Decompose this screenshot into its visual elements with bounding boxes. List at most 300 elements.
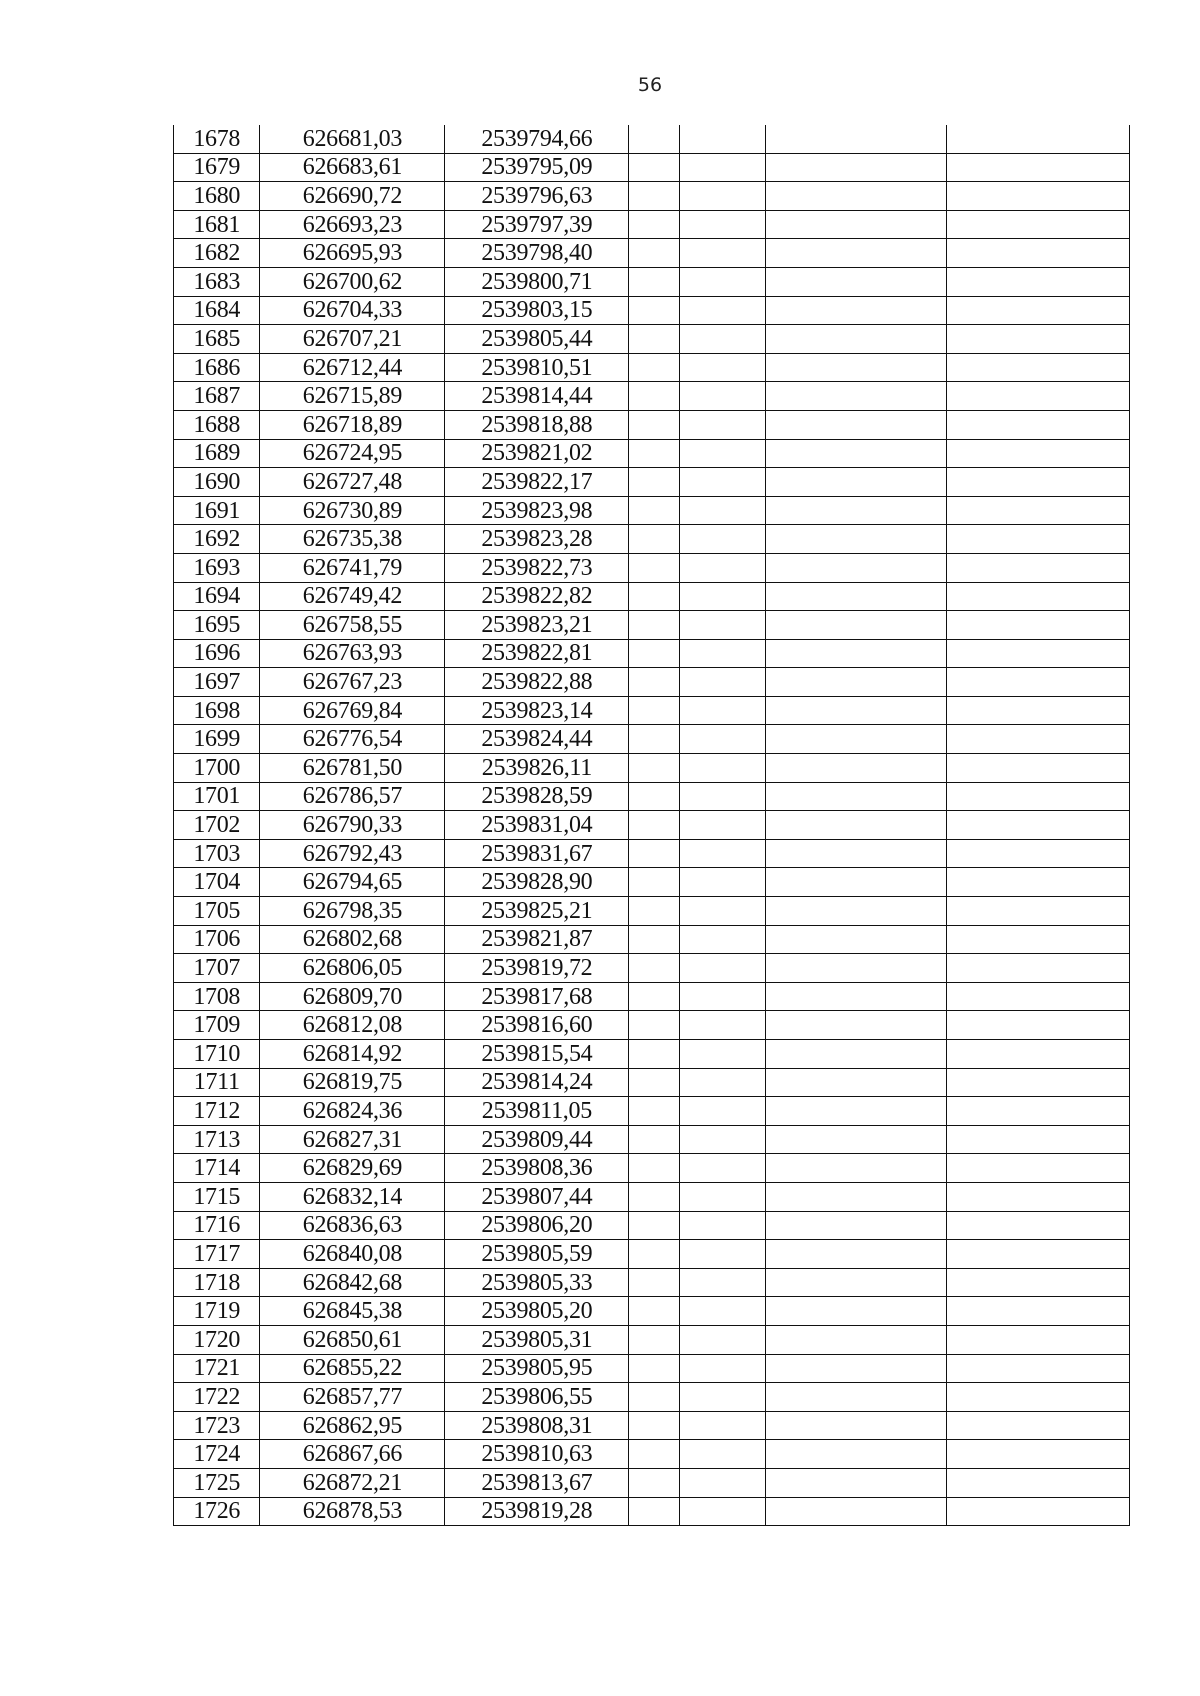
empty-cell [679,611,765,640]
empty-cell [629,954,679,983]
y-coordinate-cell: 2539822,81 [445,639,629,668]
empty-cell [679,982,765,1011]
y-coordinate-cell: 2539814,24 [445,1068,629,1097]
empty-cell [766,1354,947,1383]
empty-cell [629,925,679,954]
table-row [174,382,1130,411]
empty-cell [679,525,765,554]
empty-cell [679,1182,765,1211]
empty-cell [679,782,765,811]
empty-cell [946,1068,1129,1097]
x-coordinate-cell: 626850,61 [260,1325,445,1354]
empty-cell [946,1040,1129,1069]
empty-cell [946,954,1129,983]
empty-cell [946,1097,1129,1126]
empty-cell [629,439,679,468]
empty-cell [679,839,765,868]
empty-cell [629,1182,679,1211]
empty-cell [766,1468,947,1497]
point-number-cell: 1691 [174,496,260,525]
empty-cell [766,296,947,325]
point-number-cell: 1723 [174,1411,260,1440]
x-coordinate-cell: 626690,72 [260,182,445,211]
x-coordinate-cell: 626712,44 [260,353,445,382]
empty-cell [766,1411,947,1440]
point-number-cell: 1681 [174,210,260,239]
x-coordinate-cell: 626693,23 [260,210,445,239]
empty-cell [946,1440,1129,1469]
table-row [174,1440,1130,1469]
y-coordinate-cell: 2539809,44 [445,1125,629,1154]
empty-cell [946,1354,1129,1383]
empty-cell [629,1040,679,1069]
x-coordinate-cell: 626862,95 [260,1411,445,1440]
empty-cell [946,439,1129,468]
empty-cell [766,668,947,697]
point-number-cell: 1694 [174,582,260,611]
empty-cell [629,1354,679,1383]
empty-cell [946,1011,1129,1040]
table-row [174,1154,1130,1183]
empty-cell [629,1125,679,1154]
y-coordinate-cell: 2539821,87 [445,925,629,954]
empty-cell [679,696,765,725]
y-coordinate-cell: 2539822,73 [445,553,629,582]
empty-cell [629,839,679,868]
x-coordinate-cell: 626758,55 [260,611,445,640]
empty-cell [766,553,947,582]
empty-cell [679,182,765,211]
empty-cell [629,468,679,497]
empty-cell [946,410,1129,439]
empty-cell [946,553,1129,582]
empty-cell [946,353,1129,382]
y-coordinate-cell: 2539822,88 [445,668,629,697]
x-coordinate-cell: 626749,42 [260,582,445,611]
y-coordinate-cell: 2539831,04 [445,811,629,840]
x-coordinate-cell: 626786,57 [260,782,445,811]
empty-cell [946,210,1129,239]
y-coordinate-cell: 2539823,28 [445,525,629,554]
empty-cell [766,1097,947,1126]
table-row [174,611,1130,640]
x-coordinate-cell: 626724,95 [260,439,445,468]
x-coordinate-cell: 626857,77 [260,1383,445,1412]
x-coordinate-cell: 626872,21 [260,1468,445,1497]
empty-cell [629,1297,679,1326]
table-row [174,210,1130,239]
table-row [174,239,1130,268]
table-row [174,1182,1130,1211]
empty-cell [766,582,947,611]
point-number-cell: 1726 [174,1497,260,1526]
empty-cell [946,1154,1129,1183]
empty-cell [629,496,679,525]
x-coordinate-cell: 626802,68 [260,925,445,954]
table-row [174,1497,1130,1526]
y-coordinate-cell: 2539819,28 [445,1497,629,1526]
y-coordinate-cell: 2539816,60 [445,1011,629,1040]
point-number-cell: 1687 [174,382,260,411]
empty-cell [766,754,947,783]
point-number-cell: 1685 [174,325,260,354]
empty-cell [629,1011,679,1040]
empty-cell [946,1497,1129,1526]
table-row [174,1268,1130,1297]
empty-cell [679,553,765,582]
empty-cell [766,839,947,868]
point-number-cell: 1711 [174,1068,260,1097]
empty-cell [766,1011,947,1040]
empty-cell [766,125,947,153]
table-row [174,153,1130,182]
x-coordinate-cell: 626683,61 [260,153,445,182]
x-coordinate-cell: 626794,65 [260,868,445,897]
empty-cell [946,296,1129,325]
empty-cell [766,897,947,926]
y-coordinate-cell: 2539803,15 [445,296,629,325]
y-coordinate-cell: 2539800,71 [445,267,629,296]
x-coordinate-cell: 626878,53 [260,1497,445,1526]
point-number-cell: 1684 [174,296,260,325]
empty-cell [766,782,947,811]
empty-cell [679,811,765,840]
empty-cell [946,611,1129,640]
empty-cell [629,1068,679,1097]
empty-cell [629,210,679,239]
empty-cell [629,1240,679,1269]
point-number-cell: 1704 [174,868,260,897]
empty-cell [946,1211,1129,1240]
y-coordinate-cell: 2539795,09 [445,153,629,182]
table-row [174,982,1130,1011]
empty-cell [679,582,765,611]
table-row [174,439,1130,468]
x-coordinate-cell: 626763,93 [260,639,445,668]
y-coordinate-cell: 2539805,95 [445,1354,629,1383]
point-number-cell: 1690 [174,468,260,497]
empty-cell [766,1383,947,1412]
empty-cell [679,439,765,468]
empty-cell [766,1440,947,1469]
empty-cell [629,410,679,439]
empty-cell [946,839,1129,868]
point-number-cell: 1686 [174,353,260,382]
empty-cell [629,239,679,268]
empty-cell [679,725,765,754]
empty-cell [946,382,1129,411]
y-coordinate-cell: 2539808,36 [445,1154,629,1183]
table-row [174,468,1130,497]
empty-cell [629,897,679,926]
point-number-cell: 1693 [174,553,260,582]
y-coordinate-cell: 2539810,63 [445,1440,629,1469]
point-number-cell: 1709 [174,1011,260,1040]
empty-cell [629,296,679,325]
empty-cell [679,1097,765,1126]
x-coordinate-cell: 626855,22 [260,1354,445,1383]
point-number-cell: 1706 [174,925,260,954]
empty-cell [946,868,1129,897]
x-coordinate-cell: 626867,66 [260,1440,445,1469]
empty-cell [766,725,947,754]
y-coordinate-cell: 2539817,68 [445,982,629,1011]
y-coordinate-cell: 2539821,02 [445,439,629,468]
point-number-cell: 1696 [174,639,260,668]
x-coordinate-cell: 626832,14 [260,1182,445,1211]
x-coordinate-cell: 626814,92 [260,1040,445,1069]
empty-cell [679,897,765,926]
table-row [174,353,1130,382]
empty-cell [946,982,1129,1011]
empty-cell [946,125,1129,153]
x-coordinate-cell: 626730,89 [260,496,445,525]
empty-cell [629,982,679,1011]
empty-cell [766,1040,947,1069]
empty-cell [946,496,1129,525]
point-number-cell: 1679 [174,153,260,182]
empty-cell [679,1068,765,1097]
empty-cell [679,1354,765,1383]
point-number-cell: 1699 [174,725,260,754]
table-row [174,1097,1130,1126]
y-coordinate-cell: 2539807,44 [445,1182,629,1211]
empty-cell [629,125,679,153]
point-number-cell: 1689 [174,439,260,468]
empty-cell [766,1154,947,1183]
table-row [174,725,1130,754]
empty-cell [679,754,765,783]
y-coordinate-cell: 2539796,63 [445,182,629,211]
table-row [174,182,1130,211]
empty-cell [946,1297,1129,1326]
point-number-cell: 1714 [174,1154,260,1183]
x-coordinate-cell: 626798,35 [260,897,445,926]
empty-cell [946,1383,1129,1412]
table-row [174,782,1130,811]
empty-cell [946,696,1129,725]
empty-cell [679,325,765,354]
y-coordinate-cell: 2539826,11 [445,754,629,783]
table-row [174,754,1130,783]
empty-cell [946,925,1129,954]
table-row [174,525,1130,554]
empty-cell [679,210,765,239]
table-row [174,582,1130,611]
table-row [174,925,1130,954]
empty-cell [629,1268,679,1297]
point-number-cell: 1703 [174,839,260,868]
table-row [174,125,1130,153]
empty-cell [766,1268,947,1297]
y-coordinate-cell: 2539805,20 [445,1297,629,1326]
empty-cell [946,182,1129,211]
empty-cell [946,897,1129,926]
empty-cell [679,1383,765,1412]
point-number-cell: 1716 [174,1211,260,1240]
y-coordinate-cell: 2539813,67 [445,1468,629,1497]
empty-cell [679,639,765,668]
empty-cell [629,868,679,897]
x-coordinate-cell: 626718,89 [260,410,445,439]
y-coordinate-cell: 2539814,44 [445,382,629,411]
empty-cell [946,1125,1129,1154]
x-coordinate-cell: 626776,54 [260,725,445,754]
empty-cell [766,1182,947,1211]
x-coordinate-cell: 626806,05 [260,954,445,983]
empty-cell [679,468,765,497]
empty-cell [766,1068,947,1097]
point-number-cell: 1720 [174,1325,260,1354]
x-coordinate-cell: 626809,70 [260,982,445,1011]
empty-cell [679,954,765,983]
empty-cell [946,725,1129,754]
empty-cell [766,1211,947,1240]
y-coordinate-cell: 2539831,67 [445,839,629,868]
x-coordinate-cell: 626681,03 [260,125,445,153]
x-coordinate-cell: 626840,08 [260,1240,445,1269]
point-number-cell: 1680 [174,182,260,211]
empty-cell [766,410,947,439]
empty-cell [679,1297,765,1326]
point-number-cell: 1682 [174,239,260,268]
x-coordinate-cell: 626767,23 [260,668,445,697]
x-coordinate-cell: 626715,89 [260,382,445,411]
empty-cell [946,782,1129,811]
point-number-cell: 1721 [174,1354,260,1383]
point-number-cell: 1718 [174,1268,260,1297]
empty-cell [679,868,765,897]
x-coordinate-cell: 626707,21 [260,325,445,354]
empty-cell [679,296,765,325]
table-row [174,1354,1130,1383]
table-row [174,410,1130,439]
empty-cell [766,1125,947,1154]
empty-cell [679,1211,765,1240]
point-number-cell: 1707 [174,954,260,983]
empty-cell [679,1468,765,1497]
empty-cell [946,1240,1129,1269]
empty-cell [629,1468,679,1497]
empty-cell [679,1325,765,1354]
y-coordinate-cell: 2539805,44 [445,325,629,354]
empty-cell [629,696,679,725]
x-coordinate-cell: 626700,62 [260,267,445,296]
empty-cell [766,325,947,354]
y-coordinate-cell: 2539794,66 [445,125,629,153]
empty-cell [629,1097,679,1126]
empty-cell [629,611,679,640]
empty-cell [679,125,765,153]
empty-cell [946,582,1129,611]
x-coordinate-cell: 626704,33 [260,296,445,325]
x-coordinate-cell: 626792,43 [260,839,445,868]
empty-cell [946,468,1129,497]
empty-cell [766,353,947,382]
table-row [174,1468,1130,1497]
empty-cell [946,1268,1129,1297]
y-coordinate-cell: 2539808,31 [445,1411,629,1440]
point-number-cell: 1710 [174,1040,260,1069]
empty-cell [629,1325,679,1354]
x-coordinate-cell: 626695,93 [260,239,445,268]
empty-cell [946,1468,1129,1497]
empty-cell [766,496,947,525]
empty-cell [766,153,947,182]
empty-cell [766,267,947,296]
x-coordinate-cell: 626769,84 [260,696,445,725]
empty-cell [766,1297,947,1326]
empty-cell [629,353,679,382]
y-coordinate-cell: 2539822,82 [445,582,629,611]
point-number-cell: 1700 [174,754,260,783]
empty-cell [946,239,1129,268]
y-coordinate-cell: 2539798,40 [445,239,629,268]
empty-cell [629,1211,679,1240]
x-coordinate-cell: 626819,75 [260,1068,445,1097]
empty-cell [679,1040,765,1069]
table-row [174,496,1130,525]
empty-cell [679,410,765,439]
table-row [174,296,1130,325]
empty-cell [629,725,679,754]
empty-cell [766,439,947,468]
empty-cell [946,267,1129,296]
x-coordinate-cell: 626845,38 [260,1297,445,1326]
empty-cell [629,1497,679,1526]
empty-cell [679,1011,765,1040]
point-number-cell: 1697 [174,668,260,697]
point-number-cell: 1695 [174,611,260,640]
x-coordinate-cell: 626741,79 [260,553,445,582]
empty-cell [629,267,679,296]
table-row [174,696,1130,725]
point-number-cell: 1702 [174,811,260,840]
coordinate-table-body [174,125,1130,1526]
empty-cell [629,1411,679,1440]
empty-cell [629,782,679,811]
y-coordinate-cell: 2539806,20 [445,1211,629,1240]
empty-cell [946,668,1129,697]
x-coordinate-cell: 626824,36 [260,1097,445,1126]
empty-cell [629,1440,679,1469]
empty-cell [946,325,1129,354]
table-row [174,668,1130,697]
y-coordinate-cell: 2539815,54 [445,1040,629,1069]
point-number-cell: 1705 [174,897,260,926]
x-coordinate-cell: 626781,50 [260,754,445,783]
x-coordinate-cell: 626827,31 [260,1125,445,1154]
empty-cell [766,382,947,411]
empty-cell [946,811,1129,840]
point-number-cell: 1715 [174,1182,260,1211]
x-coordinate-cell: 626836,63 [260,1211,445,1240]
x-coordinate-cell: 626727,48 [260,468,445,497]
point-number-cell: 1724 [174,1440,260,1469]
table-row [174,1125,1130,1154]
y-coordinate-cell: 2539823,14 [445,696,629,725]
empty-cell [766,1325,947,1354]
table-row [174,1325,1130,1354]
empty-cell [946,1325,1129,1354]
empty-cell [679,1154,765,1183]
empty-cell [679,1411,765,1440]
y-coordinate-cell: 2539828,90 [445,868,629,897]
empty-cell [629,754,679,783]
empty-cell [766,1497,947,1526]
empty-cell [766,611,947,640]
y-coordinate-cell: 2539819,72 [445,954,629,983]
